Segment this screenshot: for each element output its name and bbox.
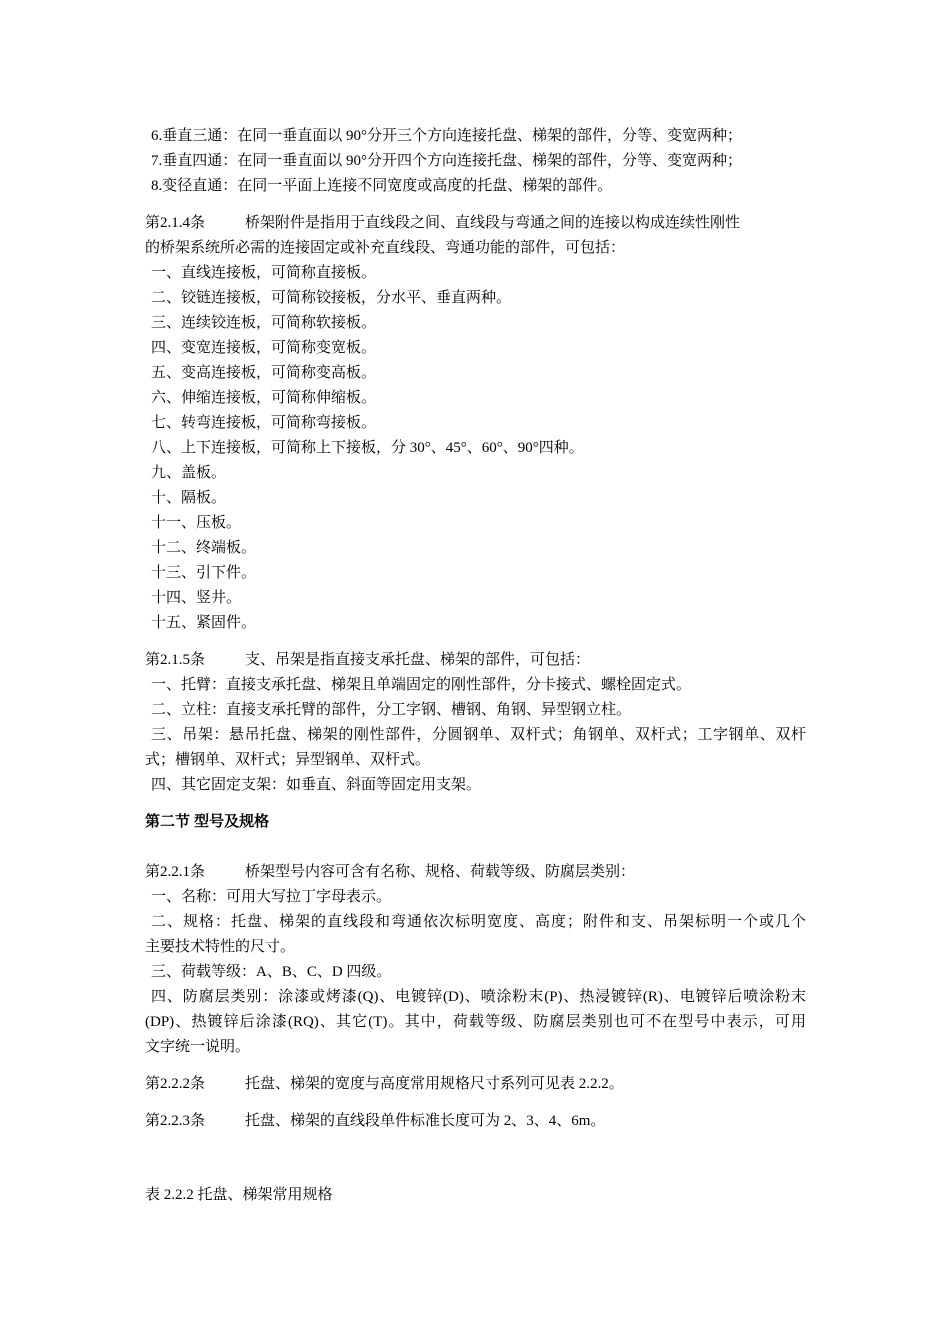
item-reducer-straight: 8.变径直通：在同一平面上连接不同宽度或高度的托盘、梯架的部件。: [151, 178, 613, 194]
list-item: 八、上下连接板，可简称上下接板，分 30°、45°、60°、90°四种。: [151, 440, 584, 456]
article-2-1-5: [145, 650, 590, 670]
article-number: 第2.2.1条: [145, 864, 206, 880]
article-number: 第2.1.4条: [145, 215, 206, 231]
list-item: 十二、终端板。: [151, 540, 257, 556]
list-item: 二、立柱：直接支承托臂的部件，分工字钢、槽钢、角钢、异型钢立柱。: [151, 702, 632, 718]
article-text: 支、吊架是指直接支承托盘、梯架的部件，可包括：: [245, 652, 591, 668]
article-number: 第2.1.5条: [145, 652, 206, 668]
list-item: 九、盖板。: [151, 465, 227, 481]
article-text: 桥架附件是指用于直线段之间、直线段与弯通之间的连接以构成连续性刚性: [245, 215, 741, 231]
table-caption: 表 2.2.2 托盘、梯架常用规格: [145, 1187, 333, 1203]
list-item: 一、名称：可用大写拉丁字母表示。: [151, 889, 392, 905]
list-item-line2: 主要技术特性的尺寸。: [145, 939, 296, 955]
list-item-line1: 四、防腐层类别：涂漆或烤漆(Q)、电镀锌(D)、喷涂粉末(P)、热浸镀锌(R)、电镀锌后喷涂粉末: [151, 989, 806, 1005]
list-item: 十一、压板。: [151, 515, 242, 531]
article-text: 托盘、梯架的直线段单件标准长度可为 2、3、4、6m。: [245, 1113, 606, 1129]
list-item: 十、隔板。: [151, 490, 227, 506]
list-item: 十三、引下件。: [151, 565, 257, 581]
article-text: 托盘、梯架的宽度与高度常用规格尺寸系列可见表 2.2.2。: [245, 1076, 624, 1092]
article-2-2-3: [145, 1111, 605, 1131]
article-text: 桥架型号内容可含有名称、规格、荷载等级、防腐层类别：: [245, 864, 636, 880]
list-item-line1: 二、规格：托盘、梯架的直线段和弯通依次标明宽度、高度；附件和支、吊架标明一个或几个: [151, 914, 806, 930]
list-item-line2: 式；槽钢单、双杆式；异型钢单、双杆式。: [145, 752, 431, 768]
list-item: 十五、紧固件。: [151, 615, 257, 631]
section-title: 第二节 型号及规格: [145, 813, 270, 830]
list-item: 二、铰链连接板，可简称铰接板，分水平、垂直两种。: [151, 290, 512, 306]
list-item: 十四、竖井。: [151, 590, 242, 606]
list-item: 六、伸缩连接板，可简称伸缩板。: [151, 390, 377, 406]
list-item-line2: (DP)、热镀锌后涂漆(RQ)、其它(T)。其中，荷载等级、防腐层类别也可不在型号中表示，可用: [145, 1014, 806, 1030]
list-item: 四、变宽连接板，可简称变宽板。: [151, 340, 377, 356]
list-item: 三、连续铰连板，可简称软接板。: [151, 315, 377, 331]
list-item: 一、直线连接板，可简称直接板。: [151, 265, 377, 281]
article-number: 第2.2.2条: [145, 1076, 206, 1092]
item-vertical-tee: 6.垂直三通：在同一垂直面以 90°分开三个方向连接托盘、梯架的部件，分等、变宽两种；: [151, 128, 743, 144]
article-2-1-4-line2: 的桥架系统所必需的连接固定或补充直线段、弯通功能的部件，可包括：: [145, 240, 626, 256]
list-item-line3: 文字统一说明。: [145, 1039, 251, 1055]
article-number: 第2.2.3条: [145, 1113, 206, 1129]
item-vertical-cross: 7.垂直四通：在同一垂直面以 90°分开四个方向连接托盘、梯架的部件，分等、变宽两种；: [151, 153, 743, 169]
list-item-line1: 三、吊架：悬吊托盘、梯架的刚性部件，分圆钢单、双杆式；角钢单、双杆式；工字钢单、双杆: [151, 727, 806, 743]
list-item: 七、转弯连接板，可简称弯接板。: [151, 415, 377, 431]
list-item: 五、变高连接板，可简称变高板。: [151, 365, 377, 381]
list-item: 三、荷载等级：A、B、C、D 四级。: [151, 964, 392, 980]
article-2-2-2: [145, 1074, 624, 1094]
list-item: 四、其它固定支架：如垂直、斜面等固定用支架。: [151, 777, 482, 793]
list-item: 一、托臂：直接支承托盘、梯架且单端固定的刚性部件，分卡接式、螺栓固定式。: [151, 677, 692, 693]
article-2-1-4-line1: [145, 213, 740, 233]
article-2-2-1: [145, 862, 635, 882]
